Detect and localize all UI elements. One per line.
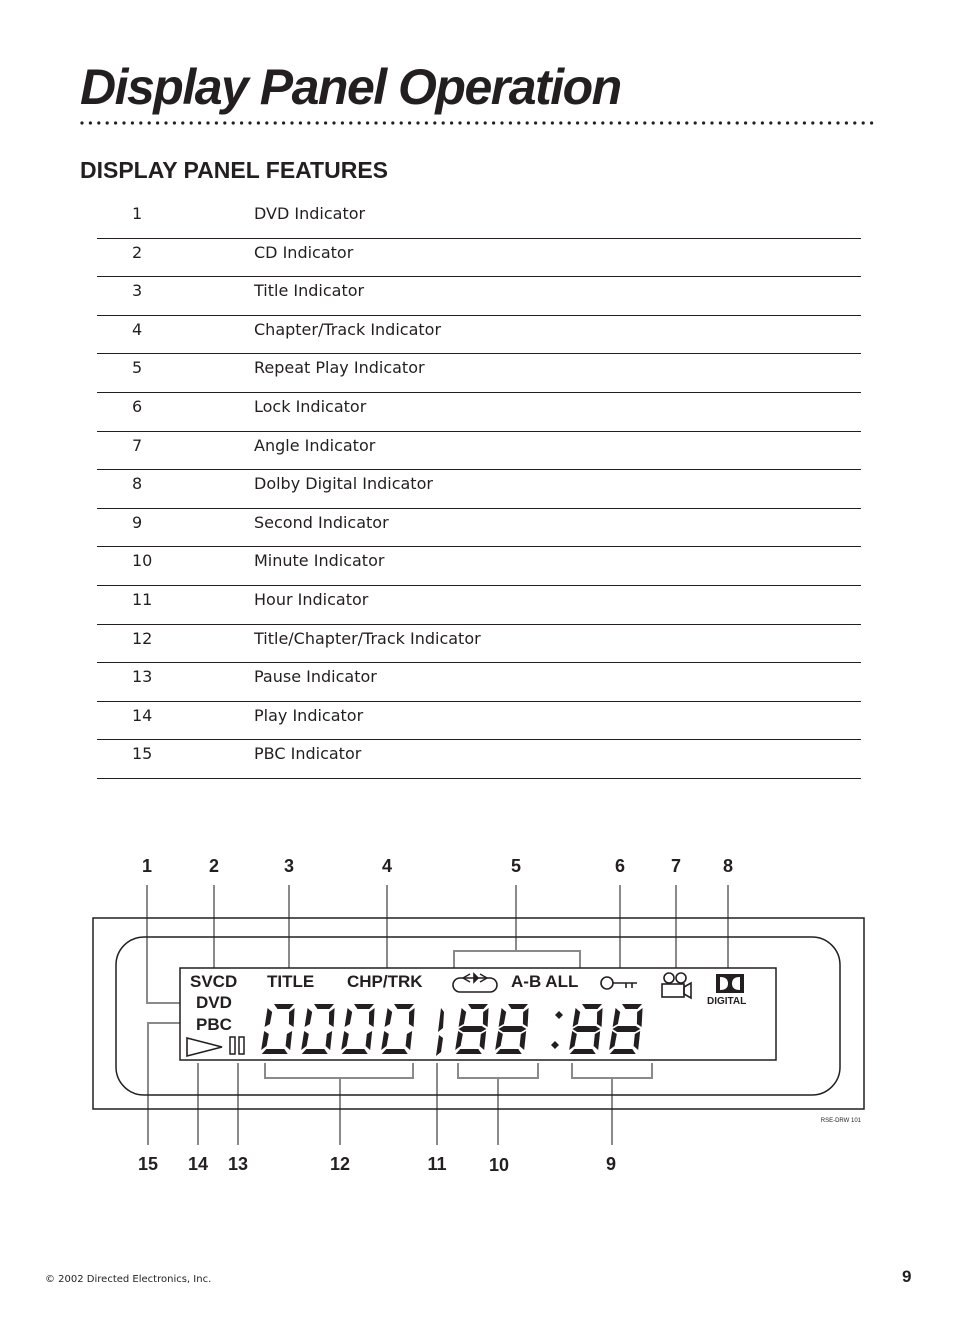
- feature-label: Hour Indicator: [254, 589, 369, 609]
- feature-label: Dolby Digital Indicator: [254, 474, 433, 494]
- callout-1: 1: [141, 856, 153, 876]
- feature-number: 5: [132, 358, 143, 378]
- pbc-indicator: PBC: [196, 1015, 232, 1034]
- feature-label: Chapter/Track Indicator: [254, 319, 442, 339]
- title-chapter-track-digits: [261, 1004, 416, 1054]
- callout-15: 15: [137, 1154, 159, 1174]
- feature-label: Angle Indicator: [254, 435, 376, 455]
- feature-label: Title/Chapter/Track Indicator: [254, 628, 481, 648]
- feature-number: 12: [132, 628, 153, 648]
- feature-number: 13: [132, 667, 153, 687]
- player-front-panel: [93, 918, 864, 1109]
- dolby-logo-icon: [716, 974, 744, 993]
- feature-number: 8: [132, 474, 143, 494]
- hour-digit: [436, 1008, 444, 1056]
- callout-4: 4: [381, 856, 393, 876]
- ab-all-indicator: A-B ALL: [511, 972, 579, 991]
- callout-8: 8: [722, 856, 734, 876]
- chptrk-indicator: CHP/TRK: [347, 972, 423, 991]
- page-title: Display Panel Operation: [80, 59, 621, 115]
- feature-label: DVD Indicator: [254, 204, 366, 223]
- feature-label: Play Indicator: [254, 705, 364, 725]
- copyright-footer: © 2002 Directed Electronics, Inc.: [45, 1274, 212, 1285]
- feature-label: CD Indicator: [254, 242, 354, 262]
- feature-label: Pause Indicator: [254, 667, 377, 687]
- callout-13: 13: [227, 1154, 249, 1174]
- feature-number: 9: [132, 512, 143, 532]
- feature-number: 10: [132, 551, 153, 571]
- feature-label: Second Indicator: [254, 512, 389, 532]
- callout-14: 14: [187, 1154, 209, 1174]
- feature-label: Minute Indicator: [254, 551, 385, 571]
- callout-9: 9: [605, 1154, 617, 1174]
- feature-label: Repeat Play Indicator: [254, 358, 425, 378]
- angle-camera-icon: [662, 973, 691, 998]
- svcd-indicator: SVCD: [190, 972, 238, 991]
- pause-icon: [230, 1037, 244, 1054]
- feature-number: 7: [132, 435, 143, 455]
- callout-3: 3: [283, 856, 295, 876]
- dolby-digital-label: DIGITAL: [707, 996, 747, 1007]
- second-digits: [569, 1004, 644, 1054]
- callout-6: 6: [614, 856, 626, 876]
- feature-number: 3: [132, 281, 143, 301]
- feature-label: PBC Indicator: [254, 744, 362, 764]
- feature-number: 6: [132, 396, 143, 416]
- feature-number: 14: [132, 705, 153, 725]
- callout-12: 12: [329, 1154, 351, 1174]
- feature-label: Lock Indicator: [254, 396, 367, 416]
- play-icon: [187, 1038, 222, 1056]
- drawing-code: RSE-DRW 101: [820, 1118, 861, 1124]
- callout-10: 10: [488, 1155, 510, 1175]
- feature-number: 1: [132, 204, 143, 223]
- lock-key-icon: [601, 977, 637, 989]
- minute-digits: [455, 1004, 530, 1054]
- callout-7: 7: [670, 856, 682, 876]
- time-colon: [551, 1011, 563, 1049]
- repeat-icon: [453, 974, 497, 992]
- title-indicator: TITLE: [267, 972, 315, 991]
- feature-number: 2: [132, 242, 143, 262]
- callout-2: 2: [208, 856, 220, 876]
- callout-11: 11: [427, 1154, 447, 1174]
- page-number: 9: [902, 1267, 912, 1286]
- section-heading: DISPLAY PANEL FEATURES: [80, 157, 389, 183]
- feature-label: Title Indicator: [254, 281, 365, 301]
- callout-5: 5: [510, 856, 522, 876]
- feature-number: 15: [132, 744, 153, 764]
- feature-number: 4: [132, 319, 143, 339]
- feature-number: 11: [132, 589, 153, 609]
- dvd-indicator: DVD: [196, 993, 232, 1012]
